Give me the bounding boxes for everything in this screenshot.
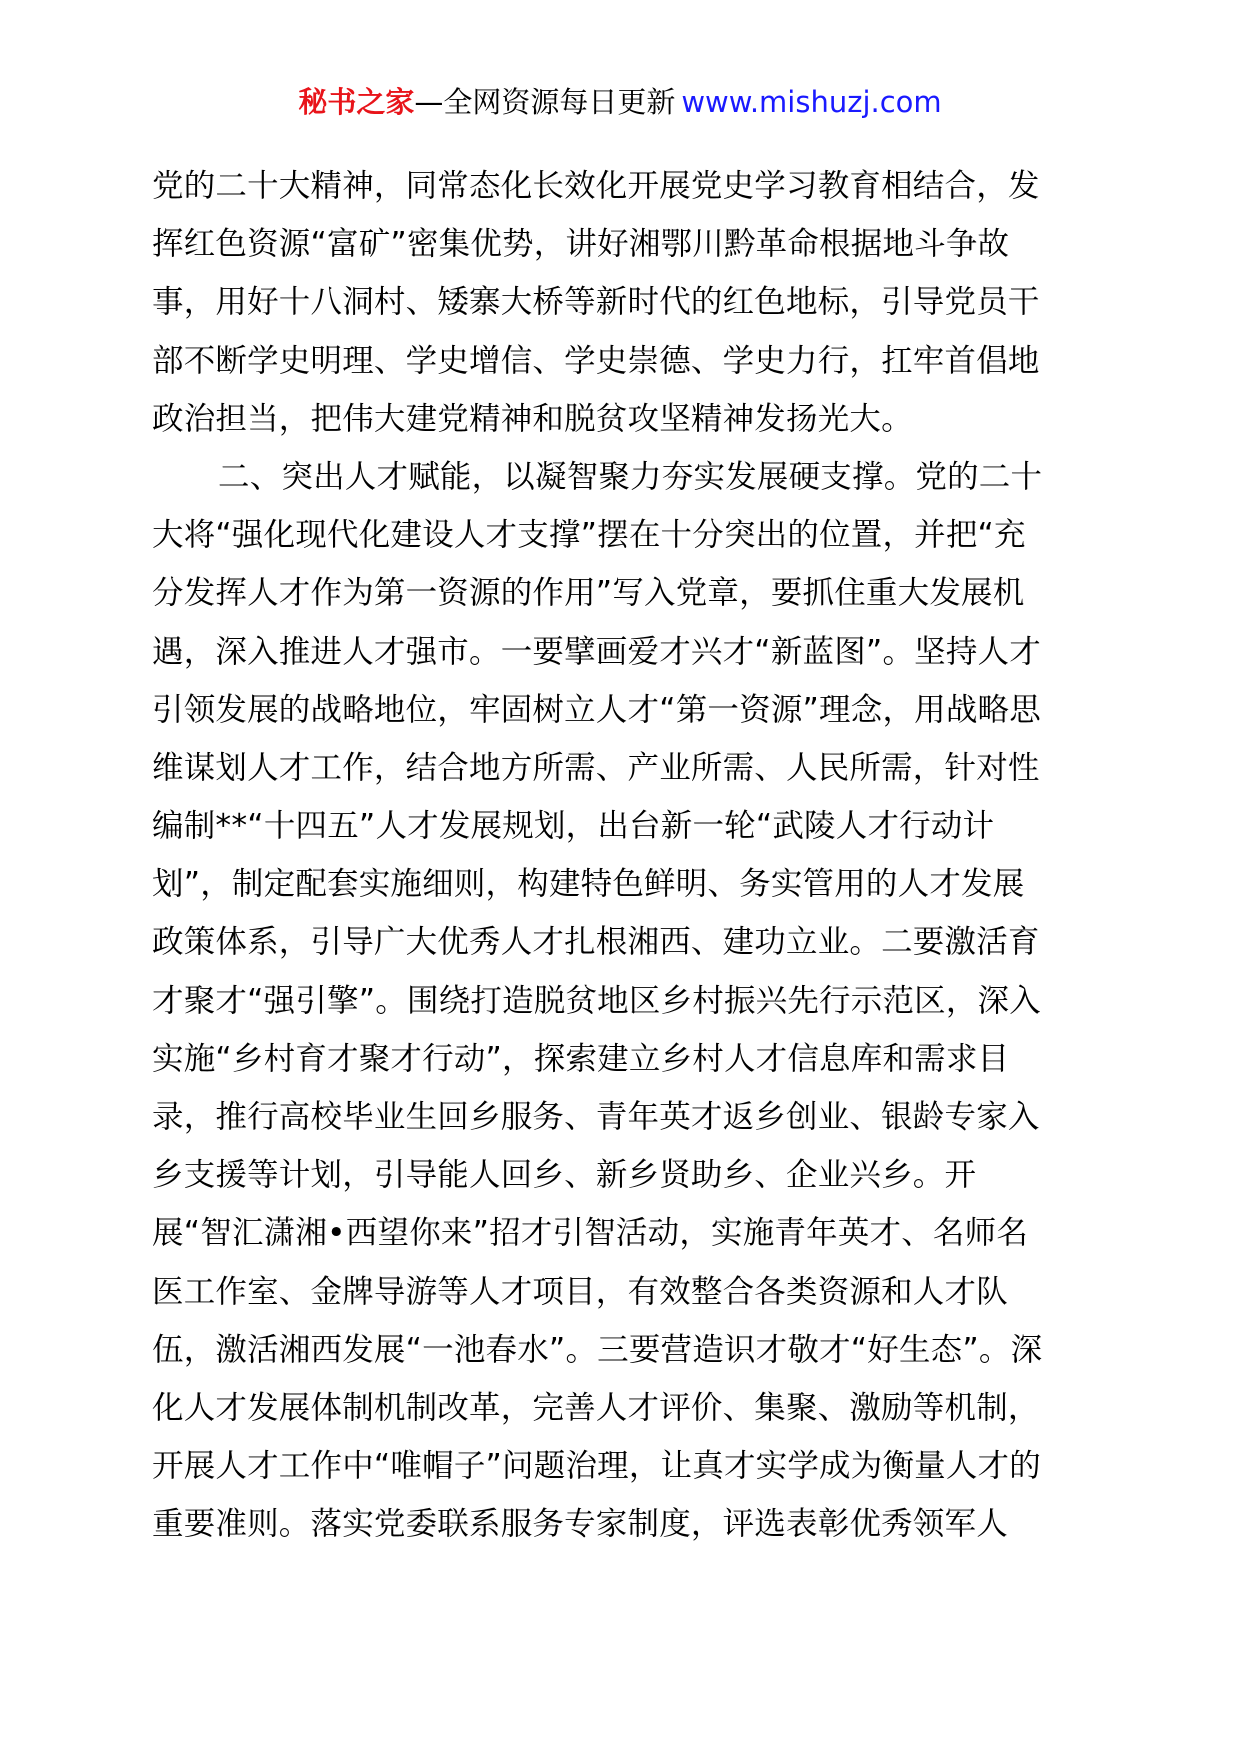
text-line: 展“智汇潇湘•西望你来”招才引智活动，实施青年英才、名师名 [152,1215,1029,1252]
text-line: 部不断学史明理、学史增信、学史崇德、学史力行，扛牢首倡地 [152,342,1040,379]
text-line: 事，用好十八洞村、矮寨大桥等新时代的红色地标，引导党员干 [152,284,1040,321]
section-heading-line: 二、突出人才赋能，以凝智聚力夯实发展硬支撑。党的二十 [218,458,1043,495]
brand-name: 秘书之家 [298,85,415,119]
text-line: 乡支援等计划，引导能人回乡、新乡贤助乡、企业兴乡。开 [152,1157,977,1194]
text-line: 挥红色资源“富矿”密集优势，讲好湘鄂川黔革命根据地斗争故 [152,226,1010,263]
text-line: 医工作室、金牌导游等人才项目，有效整合各类资源和人才队 [152,1273,1008,1310]
text-line: 开展人才工作中“唯帽子”问题治理，让真才实学成为衡量人才的 [152,1448,1041,1485]
text-line: 化人才发展体制机制改革，完善人才评价、集聚、激励等机制， [152,1389,1040,1426]
text-line: 伍，激活湘西发展“一池春水”。三要营造识才敬才“好生态”。深 [152,1331,1043,1368]
text-line: 划”，制定配套实施细则，构建特色鲜明、务实管用的人才发展 [152,866,1025,903]
text-line: 重要准则。落实党委联系服务专家制度，评选表彰优秀领军人 [152,1506,1008,1543]
text-line: 实施“乡村育才聚才行动”，探索建立乡村人才信息库和需求目 [152,1040,1010,1077]
text-line: 才聚才“强引擎”。围绕打造脱贫地区乡村振兴先行示范区，深入 [152,982,1041,1019]
text-line: 政治担当，把伟大建党精神和脱贫攻坚精神发扬光大。 [152,400,913,437]
text-line: 编制**“十四五”人才发展规划，出台新一轮“武陵人才行动计 [152,808,995,845]
text-line: 党的二十大精神，同常态化长效化开展党史学习教育相结合，发 [152,168,1040,204]
site-url-link[interactable]: www.mishuzj.com [681,85,942,119]
header-tagline: —全网资源每日更新 [414,85,676,119]
document-body [152,157,1092,1554]
text-line: 引领发展的战略地位，牢固树立人才“第一资源”理念，用战略思 [152,691,1041,728]
page-header [0,82,1240,122]
text-line: 分发挥人才作为第一资源的作用”写入党章，要抓住重大发展机 [152,575,1025,612]
text-line: 录，推行高校毕业生回乡服务、青年英才返乡创业、银龄专家入 [152,1099,1040,1135]
text-line: 遇，深入推进人才强市。一要擘画爱才兴才“新蓝图”。坚持人才 [152,633,1041,670]
text-line: 大将“强化现代化建设人才支撑”摆在十分突出的位置，并把“充 [152,517,1026,554]
text-line: 维谋划人才工作，结合地方所需、产业所需、人民所需，针对性 [152,749,1040,786]
text-line: 政策体系，引导广大优秀人才扎根湘西、建功立业。二要激活育 [152,924,1040,961]
